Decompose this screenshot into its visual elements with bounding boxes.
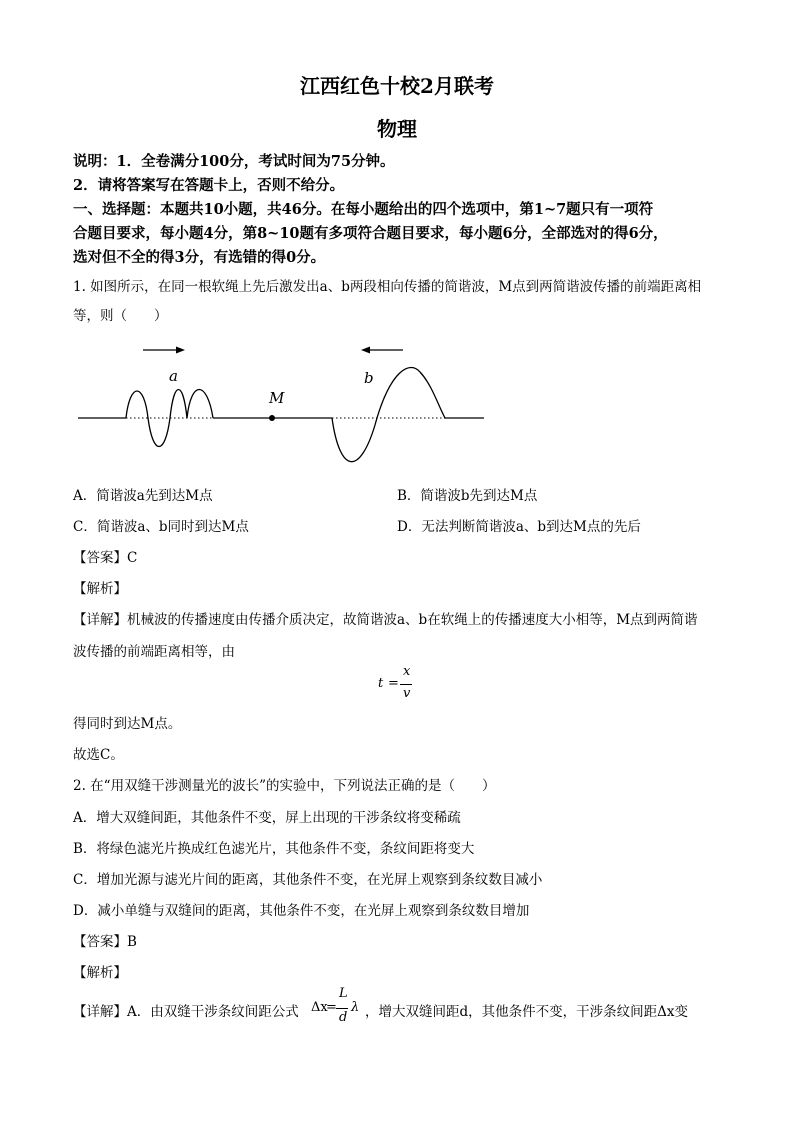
q1-stem-line-1: 1. 如图所示，在同一根软绳上先后激发出a、b两段相向传播的简谐波，M点到两简谐波传播的前端距离相 <box>73 279 702 295</box>
q2-detail-prefix: 【详解】A．由双缝干涉条纹间距公式 <box>73 1004 299 1020</box>
q2-formula-lhs: Δx <box>311 1000 328 1015</box>
q1-option-d: D．无法判断简谐波a、b到达M点的先后 <box>397 519 641 535</box>
q1-stem-line-2: 等，则（ ） <box>73 308 168 324</box>
q2-formula-den: d <box>339 1010 348 1025</box>
formula-lhs: t <box>378 676 384 691</box>
section-heading-line-1: 一、选择题：本题共10小题，共46分。在每小题给出的四个选项中，第1~7题只有一项符 <box>73 201 654 218</box>
q2-option-c: C．增加光源与滤光片间的距离，其他条件不变，在光屏上观察到条纹数目减小 <box>73 872 543 888</box>
q1-answer: 【答案】C <box>73 550 138 566</box>
q1-option-c: C．简谐波a、b同时到达M点 <box>73 519 249 535</box>
q1-option-a: A．简谐波a先到达M点 <box>73 488 213 504</box>
q1-option-b: B．简谐波b先到达M点 <box>397 488 538 504</box>
arrow-left-icon <box>361 347 403 354</box>
point-m <box>269 415 275 421</box>
note-line-1: 说明：1．全卷满分100分，考试时间为75分钟。 <box>73 153 395 170</box>
q2-fraction-bar <box>336 1008 348 1009</box>
formula-eq: = <box>388 676 399 691</box>
q2-formula-mult: λ <box>351 1000 360 1015</box>
section-heading-line-2: 合题目要求，每小题4分，第8~10题有多项符合题目要求，每小题6分，全部选对的得6分， <box>73 225 668 242</box>
q2-answer: 【答案】B <box>73 934 137 950</box>
formula-num: x <box>403 664 411 679</box>
wave-b <box>332 367 445 461</box>
q1-analysis-label: 【解析】 <box>73 581 127 597</box>
arrow-right-icon <box>143 347 185 354</box>
section-heading-line-3: 选对但不全的得3分，有选错的得0分。 <box>73 249 326 266</box>
note-line-2: 2．请将答案写在答题卡上，否则不给分。 <box>73 177 345 194</box>
formula-den: v <box>403 686 411 701</box>
q2-formula-eq: = <box>326 1000 337 1015</box>
subject-title: 物理 <box>377 117 417 141</box>
exam-title: 江西红色十校2月联考 <box>300 74 494 98</box>
q2-formula <box>311 986 361 1028</box>
fraction-bar <box>400 684 412 685</box>
q2-formula-num: L <box>339 986 348 1001</box>
label-b: b <box>364 369 374 387</box>
q2-detail-suffix: ，增大双缝间距d，其他条件不变，干涉条纹间距Δx变 <box>365 1004 689 1020</box>
label-a: a <box>169 367 178 385</box>
q1-detail-line-2: 波传播的前端距离相等，由 <box>73 644 235 660</box>
wave-figure <box>70 330 500 470</box>
q2-option-a: A．增大双缝间距，其他条件不变，屏上出现的干涉条纹将变稀疏 <box>73 810 461 826</box>
q2-option-d: D．减小单缝与双缝间的距离，其他条件不变，在光屏上观察到条纹数目增加 <box>73 903 530 919</box>
q2-analysis-label: 【解析】 <box>73 965 127 981</box>
label-m: M <box>269 389 285 407</box>
q1-detail-line-1: 【详解】机械波的传播速度由传播介质决定，故简谐波a、b在软绳上的传播速度大小相等，M点到两简谐 <box>73 612 698 628</box>
q1-detail-line-3: 得同时到达M点。 <box>73 716 182 732</box>
q2-stem: 2. 在“用双缝干涉测量光的波长”的实验中，下列说法正确的是（ ） <box>73 778 496 794</box>
q1-conclusion: 故选C。 <box>73 747 124 763</box>
q2-option-b: B．将绿色滤光片换成红色滤光片，其他条件不变，条纹间距将变大 <box>73 841 475 857</box>
